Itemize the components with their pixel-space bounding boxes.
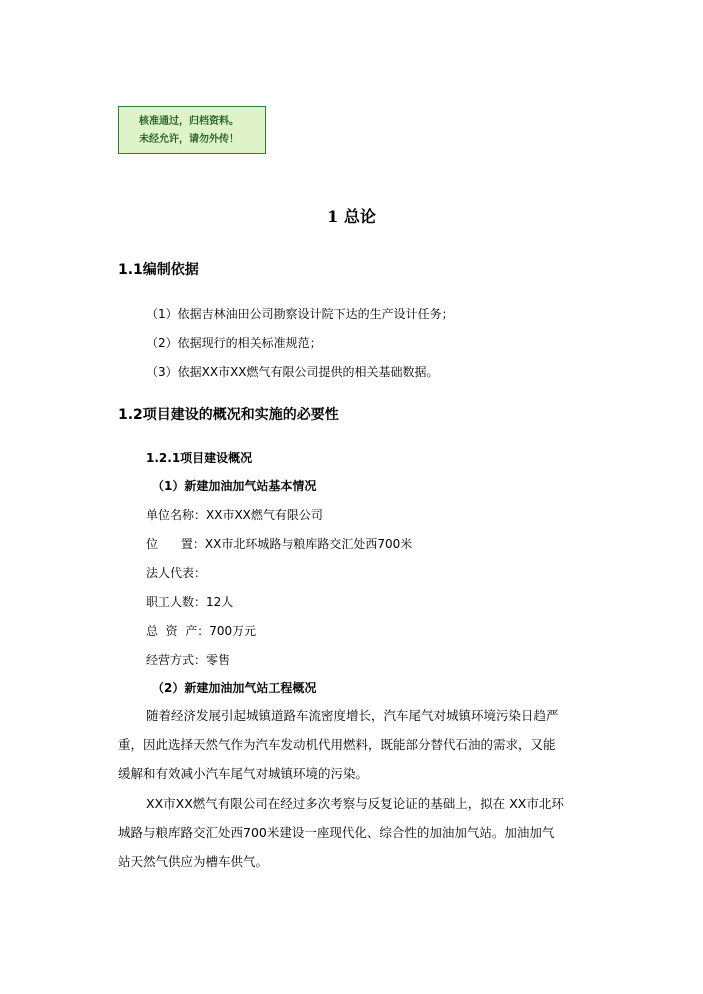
- subsection-heading-1-2-1: 1.2.1项目建设概况: [146, 451, 253, 465]
- field-legal-rep: 法人代表：: [146, 566, 207, 580]
- archive-stamp: [118, 106, 266, 154]
- paragraph-2-line-1: XX市XX燃气有限公司在经过多次考察与反复论证的基础上，拟在 XX市北环: [146, 796, 564, 811]
- field-location: 位 置：XX市北环城路与粮库路交汇处西700米: [146, 537, 413, 551]
- paragraph-2-line-3: 站天然气供应为槽车供气。: [118, 854, 269, 869]
- basis-item-2: （2）依据现行的相关标准规范；: [146, 336, 322, 350]
- field-total-assets: 总 资 产：700万元: [146, 624, 257, 638]
- stamp-line-2: 未经允许，请勿外传！: [139, 134, 239, 145]
- paragraph-1-line-1: 随着经济发展引起城镇道路车流密度增长，汽车尾气对城镇环境污染日趋严: [146, 708, 559, 723]
- field-employees: 职工人数：12人: [146, 595, 234, 609]
- chapter-title: 1 总论: [327, 207, 376, 226]
- paragraph-2-line-2: 城路与粮库路交汇处西700米建设一座现代化、综合性的加油加气站。加油加气: [118, 825, 555, 840]
- paragraph-1-line-3: 缓解和有效减小汽车尾气对城镇环境的污染。: [118, 766, 369, 781]
- part-heading-1: （1）新建加油加气站基本情况: [152, 479, 317, 493]
- section-heading-1-2: 1.2项目建设的概况和实施的必要性: [118, 407, 339, 423]
- basis-item-3: （3）依据XX市XX燃气有限公司提供的相关基础数据。: [146, 365, 439, 379]
- paragraph-1-line-2: 重，因此选择天然气作为汽车发动机代用燃料，既能部分替代石油的需求，又能: [118, 737, 556, 752]
- basis-item-1: （1）依据吉林油田公司勘察设计院下达的生产设计任务；: [146, 307, 454, 321]
- field-business-mode: 经营方式：零售: [146, 653, 231, 667]
- field-company-name: 单位名称：XX市XX燃气有限公司: [146, 508, 323, 522]
- section-heading-1-1: 1.1编制依据: [118, 262, 199, 278]
- stamp-line-1: 核准通过，归档资料。: [139, 116, 239, 127]
- part-heading-2: （2）新建加油加气站工程概况: [152, 681, 317, 695]
